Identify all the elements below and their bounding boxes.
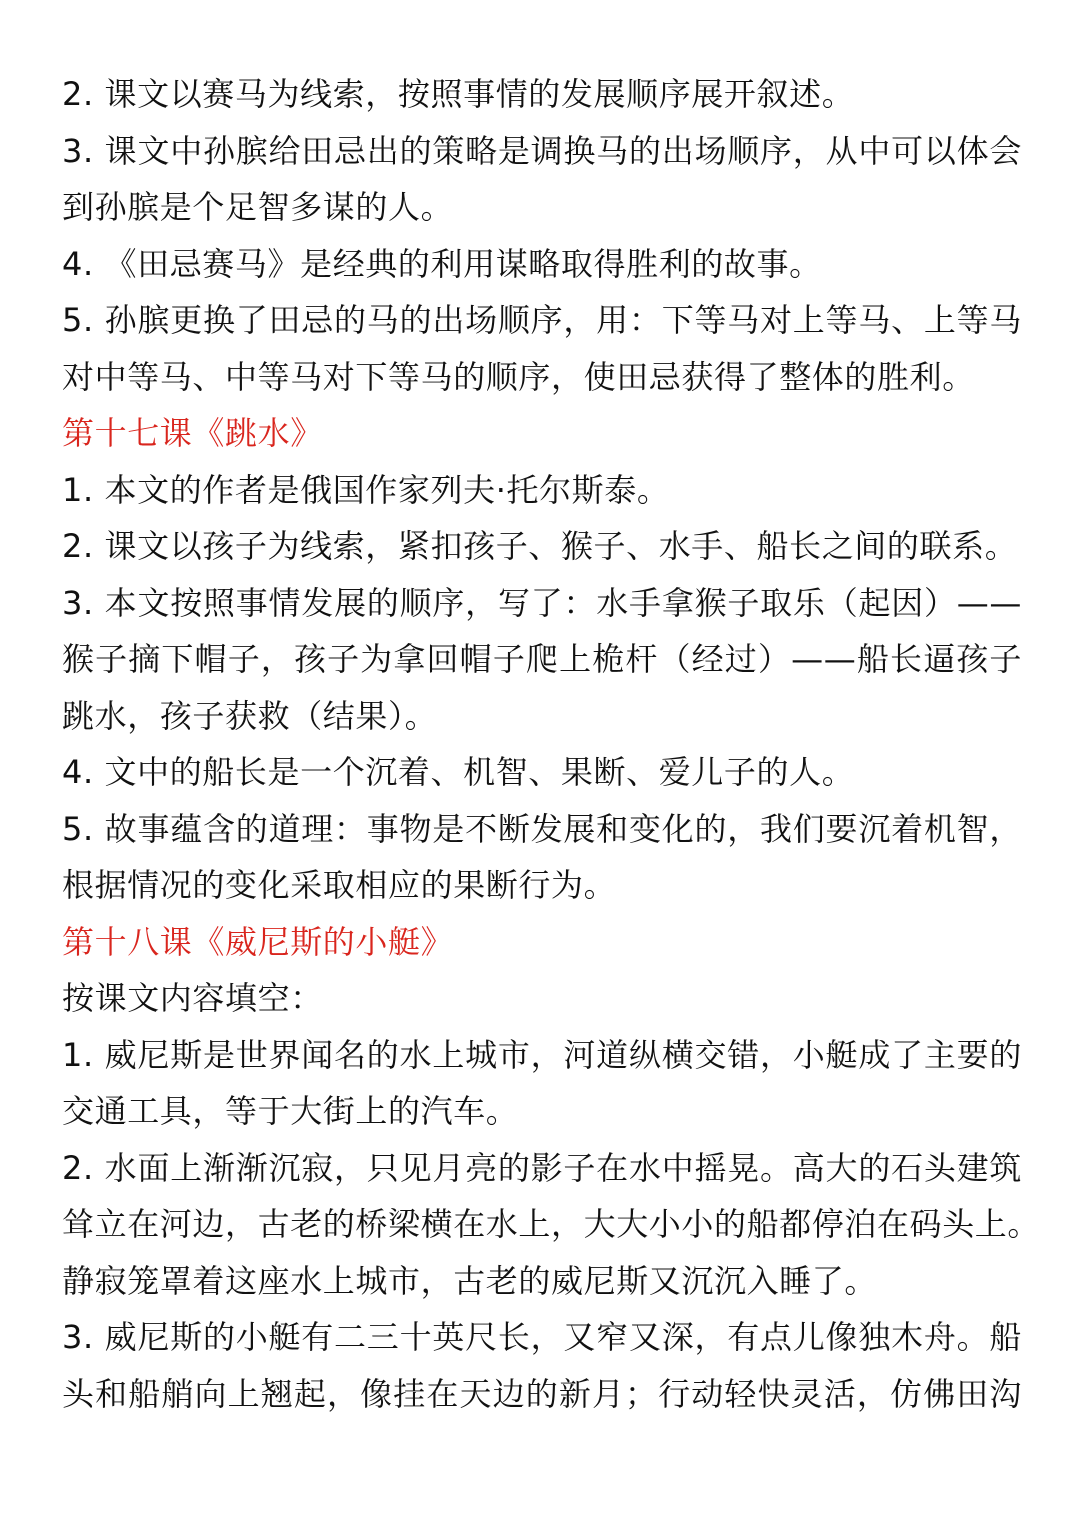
text-line: 5. 孙膑更换了田忌的马的出场顺序，用：下等马对上等马、上等马 [62,301,1022,339]
text-line: 2. 课文以赛马为线索，按照事情的发展顺序展开叙述。 [62,75,855,113]
text-line: 按课文内容填空： [62,979,323,1017]
text-line: 2. 课文以孩子为线索，紧扣孩子、猴子、水手、船长之间的联系。 [62,527,1018,565]
text-line: 5. 故事蕴含的道理：事物是不断发展和变化的，我们要沉着机智， [62,809,1022,848]
text-line: 对中等马、中等马对下等马的顺序，使田忌获得了整体的胜利。 [62,357,975,396]
text-line: 猴子摘下帽子，孩子为拿回帽子爬上桅杆（经过）——船长逼孩子 [62,640,1022,678]
text-line: 4. 《田忌赛马》是经典的利用谋略取得胜利的故事。 [62,244,822,283]
text-line: 3. 本文按照事情发展的顺序，写了：水手拿猴子取乐（起因）—— [62,583,1022,622]
text-line: 头和船艄向上翘起，像挂在天边的新月；行动轻快灵活，仿佛田沟 [62,1374,1022,1413]
text-line: 耸立在河边，古老的桥梁横在水上，大大小小的船都停泊在码头上。 [62,1205,1041,1243]
text-line: 4. 文中的船长是一个沉着、机智、果断、爱儿子的人。 [62,753,855,791]
document-page [62,66,1041,1422]
text-line: 1. 威尼斯是世界闻名的水上城市，河道纵横交错，小艇成了主要的 [62,1035,1022,1074]
text-line: 跳水，孩子获救（结果）。 [62,696,438,735]
lesson-heading: 第十八课《威尼斯的小艇》 [62,922,454,961]
text-line: 交通工具，等于大街上的汽车。 [62,1092,519,1130]
lesson-heading: 第十七课《跳水》 [62,414,323,452]
text-line: 到孙膑是个足智多谋的人。 [62,188,454,226]
text-line: 静寂笼罩着这座水上城市，古老的威尼斯又沉沉入睡了。 [62,1261,878,1300]
text-line: 根据情况的变化采取相应的果断行为。 [62,866,617,904]
text-line: 3. 课文中孙膑给田忌出的策略是调换马的出场顺序，从中可以体会 [62,131,1022,170]
text-line: 3. 威尼斯的小艇有二三十英尺长，又窄又深，有点儿像独木舟。船 [62,1318,1022,1356]
text-line: 1. 本文的作者是俄国作家列夫·托尔斯泰。 [62,470,670,509]
text-line: 2. 水面上渐渐沉寂，只见月亮的影子在水中摇晃。高大的石头建筑 [62,1148,1022,1187]
